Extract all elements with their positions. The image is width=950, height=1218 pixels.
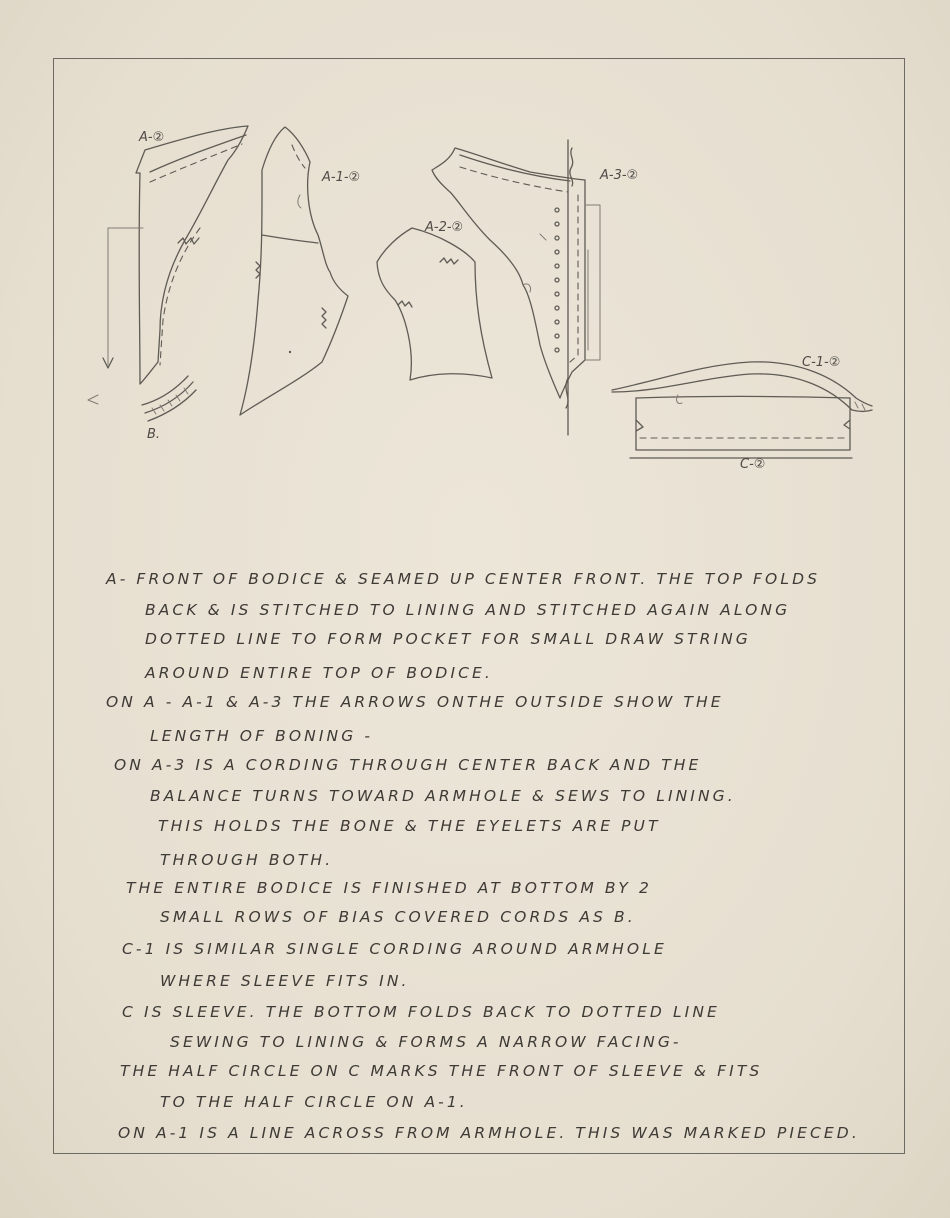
- note-line: THIS HOLDS THE BONE & THE EYELETS ARE PUT: [158, 817, 661, 835]
- label-c: C-②: [740, 457, 766, 472]
- note-line: SEWING TO LINING & FORMS A NARROW FACING-: [170, 1033, 682, 1051]
- note-line: TO THE HALF CIRCLE ON A-1.: [160, 1093, 468, 1111]
- note-line: THE ENTIRE BODICE IS FINISHED AT BOTTOM BY 2: [126, 879, 652, 897]
- note-line: ON A-1 IS A LINE ACROSS FROM ARMHOLE. THIS WAS MARKED PIECED.: [118, 1124, 860, 1142]
- note-line: BALANCE TURNS TOWARD ARMHOLE & SEWS TO LINING.: [150, 787, 736, 805]
- note-line: DOTTED LINE TO FORM POCKET FOR SMALL DRAW STRING: [145, 630, 751, 648]
- piece-a3: [432, 140, 600, 435]
- note-line: ON A - A-1 & A-3 THE ARROWS ONTHE OUTSIDE SHOW THE: [106, 693, 724, 711]
- label-a3: A-3-②: [600, 168, 639, 183]
- note-line: WHERE SLEEVE FITS IN.: [160, 972, 410, 990]
- label-c1: C-1-②: [802, 355, 841, 370]
- label-a1: A-1-②: [322, 170, 361, 185]
- label-a: A-②: [139, 130, 165, 145]
- note-line: C IS SLEEVE. THE BOTTOM FOLDS BACK TO DOTTED LINE: [122, 1003, 720, 1021]
- piece-c: [630, 395, 852, 458]
- piece-a: [88, 126, 248, 404]
- piece-b: [142, 376, 196, 421]
- piece-a2: [377, 228, 492, 380]
- note-line: BACK & IS STITCHED TO LINING AND STITCHED AGAIN ALONG: [145, 601, 791, 619]
- note-line: AROUND ENTIRE TOP OF BODICE.: [145, 664, 493, 682]
- note-line: SMALL ROWS OF BIAS COVERED CORDS AS B.: [160, 908, 636, 926]
- label-a2: A-2-②: [425, 220, 464, 235]
- note-line: C-1 IS SIMILAR SINGLE CORDING AROUND ARMHOLE: [122, 940, 667, 958]
- note-line: LENGTH OF BONING -: [150, 727, 374, 745]
- note-line: ON A-3 IS A CORDING THROUGH CENTER BACK AND THE: [114, 756, 702, 774]
- label-b: B.: [147, 427, 161, 442]
- note-line: THE HALF CIRCLE ON C MARKS THE FRONT OF SLEEVE & FITS: [120, 1062, 763, 1080]
- note-line: THROUGH BOTH.: [160, 851, 334, 869]
- note-line: A- FRONT OF BODICE & SEAMED UP CENTER FRONT. THE TOP FOLDS: [106, 570, 821, 588]
